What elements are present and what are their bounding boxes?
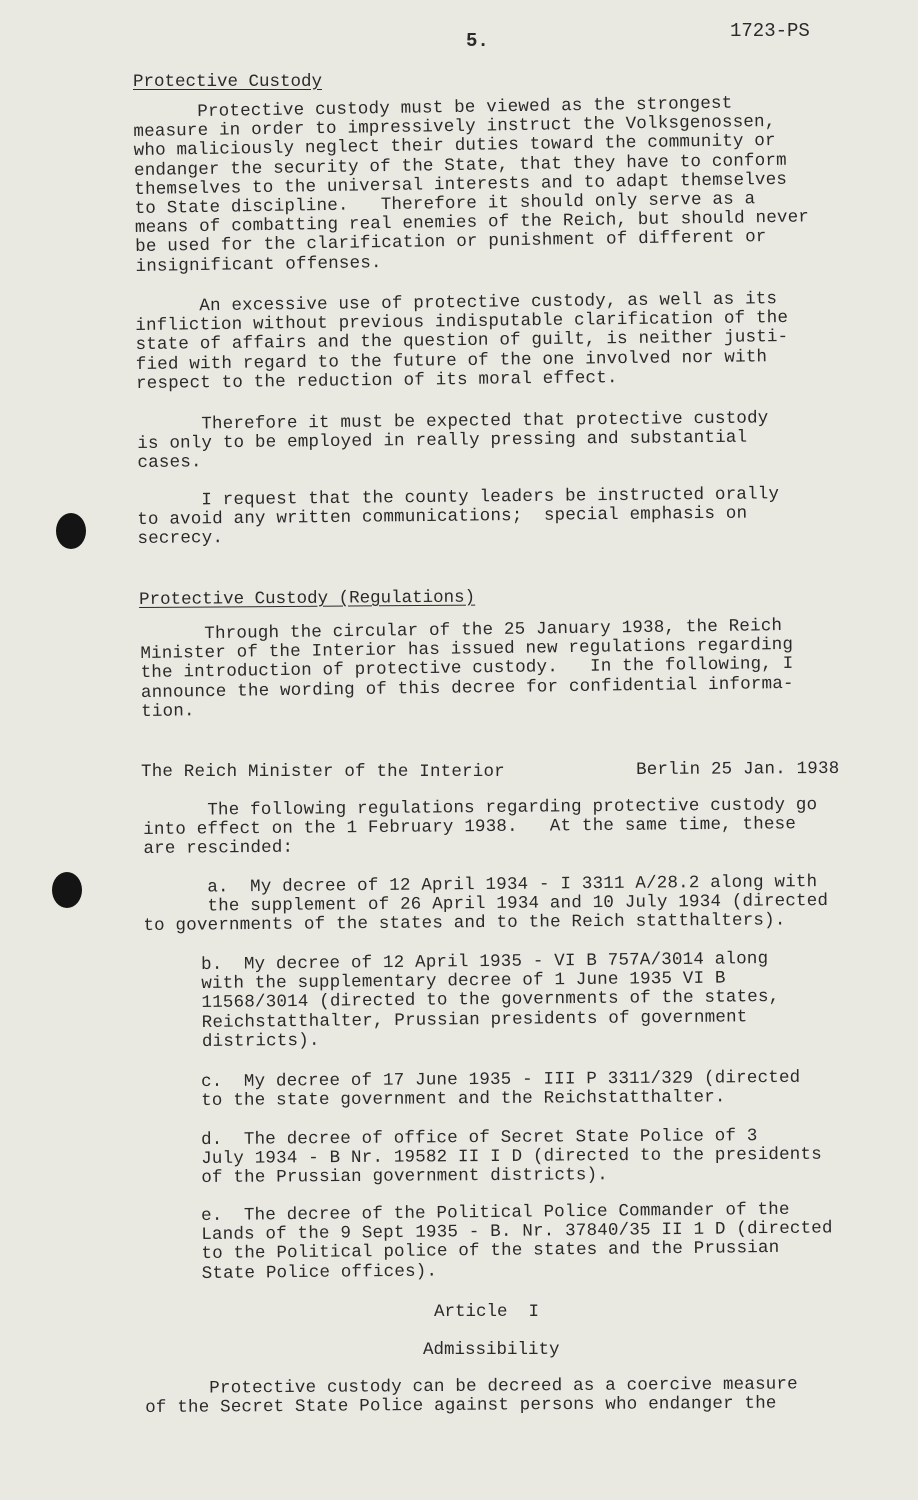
section-heading-regulations: Protective Custody (Regulations): [139, 587, 476, 610]
decree-sender: The Reich Minister of the Interior: [141, 762, 505, 782]
paragraph-excessive-use: An excessive use of protective custody, as well as its infliction without previous indisputable clarification of the state of affairs and the question of guilt, is neither justi- fied with regard to the future of the one involved nor with respect to the reduction of its moral effect.: [134, 289, 789, 394]
rescinded-item-b: b. My decree of 12 April 1935 - VI B 757A/3014 along with the supplementary decree of 1 June 1935 VI B 11568/3014 (directed to the governments of the states, Reichstatthalter, Prussian presidents of government districts).: [200, 949, 780, 1052]
paragraph-admissibility: Protective custody can be decreed as a coercive measure of the Secret State Police against persons who endanger the: [144, 1374, 798, 1419]
decree-intro: The following regulations regarding protective custody go into effect on the 1 February 1938. At the same time, these are rescinded:: [142, 795, 818, 860]
rescinded-item-e: e. The decree of the Political Police Commander of the Lands of the 9 Sept 1935 - B. Nr. 37840/35 II 1 D (directed to the Political police of the states and the Prussian State Police offices).: [200, 1199, 833, 1284]
document-id: 1723-PS: [730, 20, 810, 42]
punch-hole-upper: [56, 513, 86, 549]
article-number: Article I: [434, 1302, 540, 1322]
paragraph-strongest-measure: Protective custody must be viewed as the strongest measure in order to impressively instruct the Volksgenossen, who maliciously neglect their duties toward the community or endanger the security of the State, that they have to conform themselves to the universal interests and to adapt themselves to State discipline. Therefore it should only serve as a means of combatting real enemies of the Reich, but should never be used for the clarification or punishment of different or insignificant offenses.: [132, 93, 810, 277]
paragraph-circular: Through the circular of the 25 January 1938, the Reich Minister of the Interior has issued new regulations regarding the introduction of protective custody. In the following, I announce the wording of this decree for confidential informa- tion.: [139, 616, 794, 722]
rescinded-item-a: a. My decree of 12 April 1934 - I 3311 A/28.2 along with the supplement of 26 April 1934 and 10 July 1934 (directed to governments of the states and to the Reich statthalters).: [142, 872, 829, 937]
page-number: 5.: [466, 30, 489, 52]
decree-place-date: Berlin 25 Jan. 1938: [635, 758, 840, 780]
article-title: Admissibility: [423, 1340, 560, 1360]
punch-hole-lower: [52, 872, 82, 908]
paragraph-secrecy: I request that the county leaders be instructed orally to avoid any written communications; special emphasis on secrecy.: [136, 484, 780, 550]
section-heading-protective-custody: Protective Custody: [133, 72, 323, 92]
rescinded-item-c: c. My decree of 17 June 1935 - III P 3311/329 (directed to the state government and the Reichstatthalter.: [200, 1067, 801, 1112]
paragraph-pressing-cases: Therefore it must be expected that protective custody is only to be employed in really pressing and substantial cases.: [136, 408, 769, 474]
rescinded-item-d: d. The decree of office of Secret State Police of 3 July 1934 - B Nr. 19582 II I D (directed to the presidents of the Prussian government districts).: [200, 1126, 822, 1189]
